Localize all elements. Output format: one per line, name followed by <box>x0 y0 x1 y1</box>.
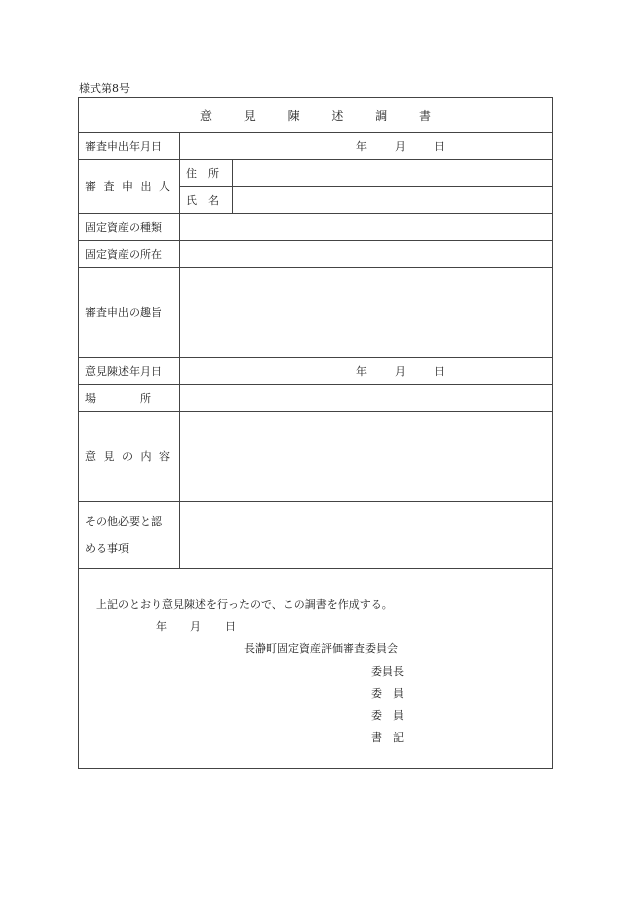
address-label: 住 所 <box>186 166 219 180</box>
year-unit: 年 <box>356 364 367 378</box>
member-label: 委 員 <box>371 709 404 722</box>
member-label: 委 員 <box>371 687 404 700</box>
other-field[interactable] <box>179 501 552 568</box>
day-unit: 日 <box>434 139 445 153</box>
opinion-label: 意 見 の 内 容 <box>85 450 172 463</box>
footer-year: 年 <box>156 620 167 633</box>
asset-type-field[interactable] <box>179 213 552 240</box>
footer-day: 日 <box>225 620 236 633</box>
other-label-line1: その他必要と認 <box>85 514 162 528</box>
form-number: 様式第8号 <box>79 82 130 95</box>
chairman-label: 委員長 <box>371 665 404 678</box>
divider <box>79 568 552 569</box>
asset-type-label: 固定資産の種類 <box>85 220 162 234</box>
place-label: 場 所 <box>85 391 151 405</box>
name-field[interactable] <box>232 186 552 213</box>
request-purpose-field[interactable] <box>179 267 552 357</box>
committee-name: 長瀞町固定資産評価審査委員会 <box>244 642 398 655</box>
address-field[interactable] <box>232 159 552 186</box>
month-unit: 月 <box>395 364 406 378</box>
statement-date-label: 意見陳述年月日 <box>85 364 162 378</box>
other-label <box>85 501 179 568</box>
other-label-line2: める事項 <box>85 541 129 555</box>
opinion-field[interactable] <box>179 411 552 501</box>
place-field[interactable] <box>179 384 552 411</box>
year-unit: 年 <box>356 139 367 153</box>
clerk-label: 書 記 <box>371 731 404 744</box>
asset-location-field[interactable] <box>179 240 552 267</box>
month-unit: 月 <box>395 139 406 153</box>
name-label: 氏 名 <box>186 193 219 207</box>
applicant-label: 審 査 申 出 人 <box>85 180 172 193</box>
day-unit: 日 <box>434 364 445 378</box>
request-date-field[interactable] <box>179 132 552 159</box>
footer-month: 月 <box>190 620 201 633</box>
statement-date-field[interactable] <box>179 357 552 384</box>
record-statement: 上記のとおり意見陳述を行ったので、この調書を作成する。 <box>96 598 393 611</box>
request-date-label: 審査申出年月日 <box>85 139 162 153</box>
statement-record-form <box>78 97 553 769</box>
asset-location-label: 固定資産の所在 <box>85 247 162 261</box>
request-purpose-label: 審査申出の趣旨 <box>85 306 162 319</box>
document-title: 意 見 陳 述 調 書 <box>199 108 446 123</box>
